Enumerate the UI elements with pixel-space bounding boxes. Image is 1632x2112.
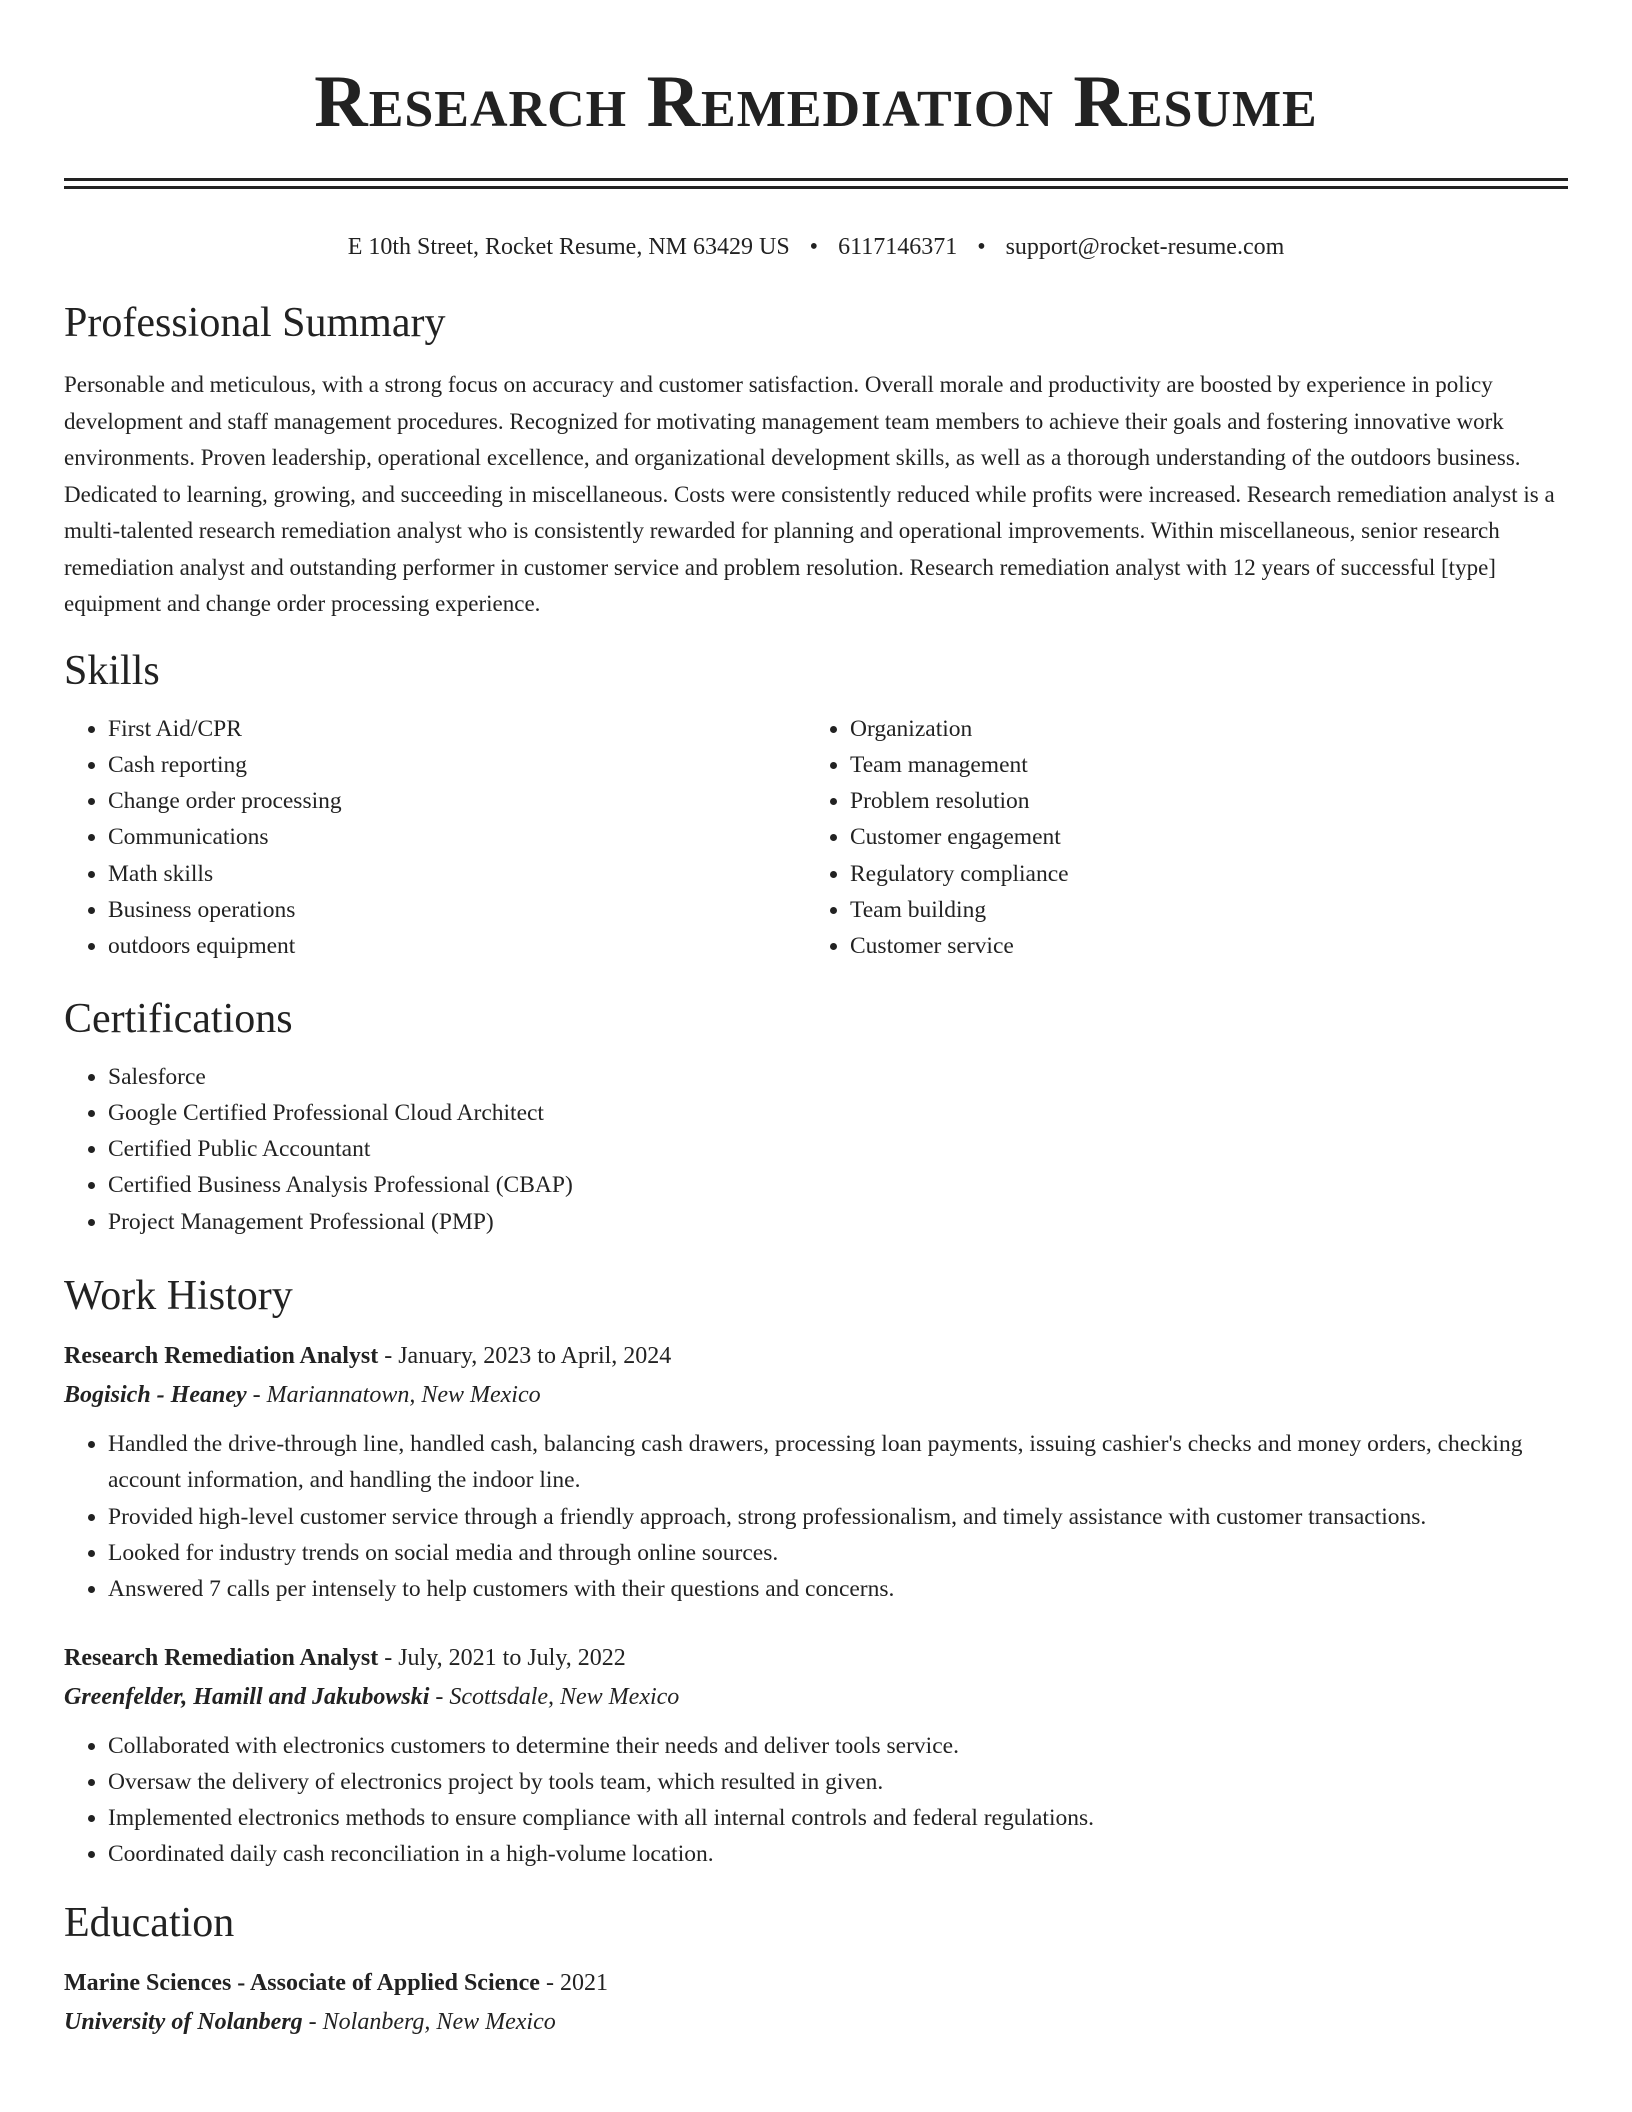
job-title: Research Remediation Analyst xyxy=(64,1343,379,1370)
job-entry xyxy=(64,1336,1568,1607)
job-bullet: • Looked for industry trends on social media and through online sources. xyxy=(108,1535,1568,1571)
job-company-line xyxy=(64,1376,1568,1414)
skill-item: • Regulatory compliance xyxy=(850,856,1548,892)
job-dates: July, 2021 to July, 2022 xyxy=(398,1644,626,1671)
certification-item: • Certified Business Analysis Professional (CBAP) xyxy=(108,1167,1568,1203)
skill-item: • Math skills xyxy=(108,856,806,892)
job-bullets xyxy=(64,1728,1568,1873)
skill-item: • Change order processing xyxy=(108,783,806,819)
job-title: Research Remediation Analyst xyxy=(64,1644,379,1671)
dash-separator: - xyxy=(378,1644,399,1671)
job-company: Bogisich - Heaney xyxy=(64,1382,247,1409)
education-location: Nolanberg, New Mexico xyxy=(322,2008,556,2035)
job-bullet: • Implemented electronics methods to ensure compliance with all internal controls and federal regulations. xyxy=(108,1800,1568,1836)
certification-item: • Salesforce xyxy=(108,1059,1568,1095)
skill-item: • Organization xyxy=(850,711,1548,747)
skill-item: • Business operations xyxy=(108,892,806,928)
summary-heading: Professional Summary xyxy=(64,300,446,346)
job-bullet: • Oversaw the delivery of electronics project by tools team, which resulted in given. xyxy=(108,1764,1568,1800)
summary-text: Personable and meticulous, with a strong focus on accuracy and customer satisfaction. Overall morale and productivity are boosted by experience in policy development and staff management procedures. Recognized for motivating management team members to achieve their goals and fostering innovative work environments. Proven leadership, operational excellence, and organizational development skills, as well as a thorough understanding of the outdoors business. Dedicated to learning, growing, and succeeding in miscellaneous. Costs were consistently reduced while profits were increased. Research remediation analyst is a multi-talented research remediation analyst who is consistently rewarded for planning and operational improvements. Within miscellaneous, senior research remediation analyst and outstanding performer in customer service and problem resolution. Research remediation analyst with 12 years of successful [type] equipment and change order processing experience. xyxy=(64,372,1555,616)
skill-item: • Communications xyxy=(108,819,806,855)
job-location: Mariannatown, New Mexico xyxy=(266,1382,541,1409)
education-heading: Education xyxy=(64,1899,235,1946)
job-header xyxy=(64,1638,1568,1678)
job-company: Greenfelder, Hamill and Jakubowski xyxy=(64,1683,430,1710)
certification-item: • Google Certified Professional Cloud Architect xyxy=(108,1095,1568,1131)
skill-item: • Customer engagement xyxy=(850,819,1548,855)
contact-separator: • xyxy=(809,234,819,260)
job-entry xyxy=(64,1638,1568,1873)
certification-item: • Certified Public Accountant xyxy=(108,1131,1568,1167)
job-bullet: • Collaborated with electronics customers to determine their needs and deliver tools service. xyxy=(108,1728,1568,1764)
dash-separator: - xyxy=(429,1683,450,1710)
dash-separator: - xyxy=(302,2008,323,2035)
education-year: 2021 xyxy=(559,1969,608,1996)
dash-separator: - xyxy=(246,1382,267,1409)
work-history-heading: Work History xyxy=(64,1273,293,1320)
job-bullet: • Coordinated daily cash reconciliation in a high-volume location. xyxy=(108,1836,1568,1872)
skill-item: • First Aid/CPR xyxy=(108,711,806,747)
skills-list xyxy=(64,711,1568,965)
certifications-list xyxy=(64,1059,1568,1240)
skill-item: • Team building xyxy=(850,892,1548,928)
job-location: Scottsdale, New Mexico xyxy=(449,1683,680,1710)
dash-separator: - xyxy=(539,1969,560,1996)
job-bullets xyxy=(64,1426,1568,1607)
job-header xyxy=(64,1336,1568,1376)
skills-heading: Skills xyxy=(64,647,160,694)
skills-column-right xyxy=(806,711,1548,965)
contact-address: E 10th Street, Rocket Resume, NM 63429 US xyxy=(347,234,790,260)
education-school-line xyxy=(64,2003,1568,2041)
certification-item: • Project Management Professional (PMP) xyxy=(108,1204,1568,1240)
resume-title: Research Remediation Resume xyxy=(314,61,1318,143)
skill-item: • outdoors equipment xyxy=(108,928,806,964)
certifications-heading: Certifications xyxy=(64,995,293,1042)
education-school: University of Nolanberg xyxy=(64,2008,303,2035)
job-dates: January, 2023 to April, 2024 xyxy=(398,1343,672,1370)
education-degree-line xyxy=(64,1963,1568,2003)
skill-item: • Customer service xyxy=(850,928,1548,964)
contact-email[interactable]: support@rocket-resume.com xyxy=(1005,234,1285,260)
job-bullet: • Answered 7 calls per intensely to help customers with their questions and concerns. xyxy=(108,1571,1568,1607)
job-bullet: • Provided high-level customer service through a friendly approach, strong professionalism, and timely assistance with customer transactions. xyxy=(108,1499,1568,1535)
title-divider xyxy=(64,178,1568,189)
skills-column-left xyxy=(64,711,806,965)
contact-separator: • xyxy=(977,234,986,260)
contact-phone: 6117146371 xyxy=(838,234,958,260)
skill-item: • Team management xyxy=(850,747,1548,783)
contact-line xyxy=(64,231,1568,263)
dash-separator: - xyxy=(378,1343,399,1370)
job-company-line xyxy=(64,1678,1568,1716)
education-entry xyxy=(64,1963,1568,2041)
skill-item: • Problem resolution xyxy=(850,783,1548,819)
skill-item: • Cash reporting xyxy=(108,747,806,783)
job-bullet: • Handled the drive-through line, handled cash, balancing cash drawers, processing loan payments, issuing cashier's checks and money orders, checking account information, and handling the indoor line. xyxy=(108,1426,1568,1499)
education-degree: Marine Sciences - Associate of Applied Science xyxy=(64,1969,540,1996)
